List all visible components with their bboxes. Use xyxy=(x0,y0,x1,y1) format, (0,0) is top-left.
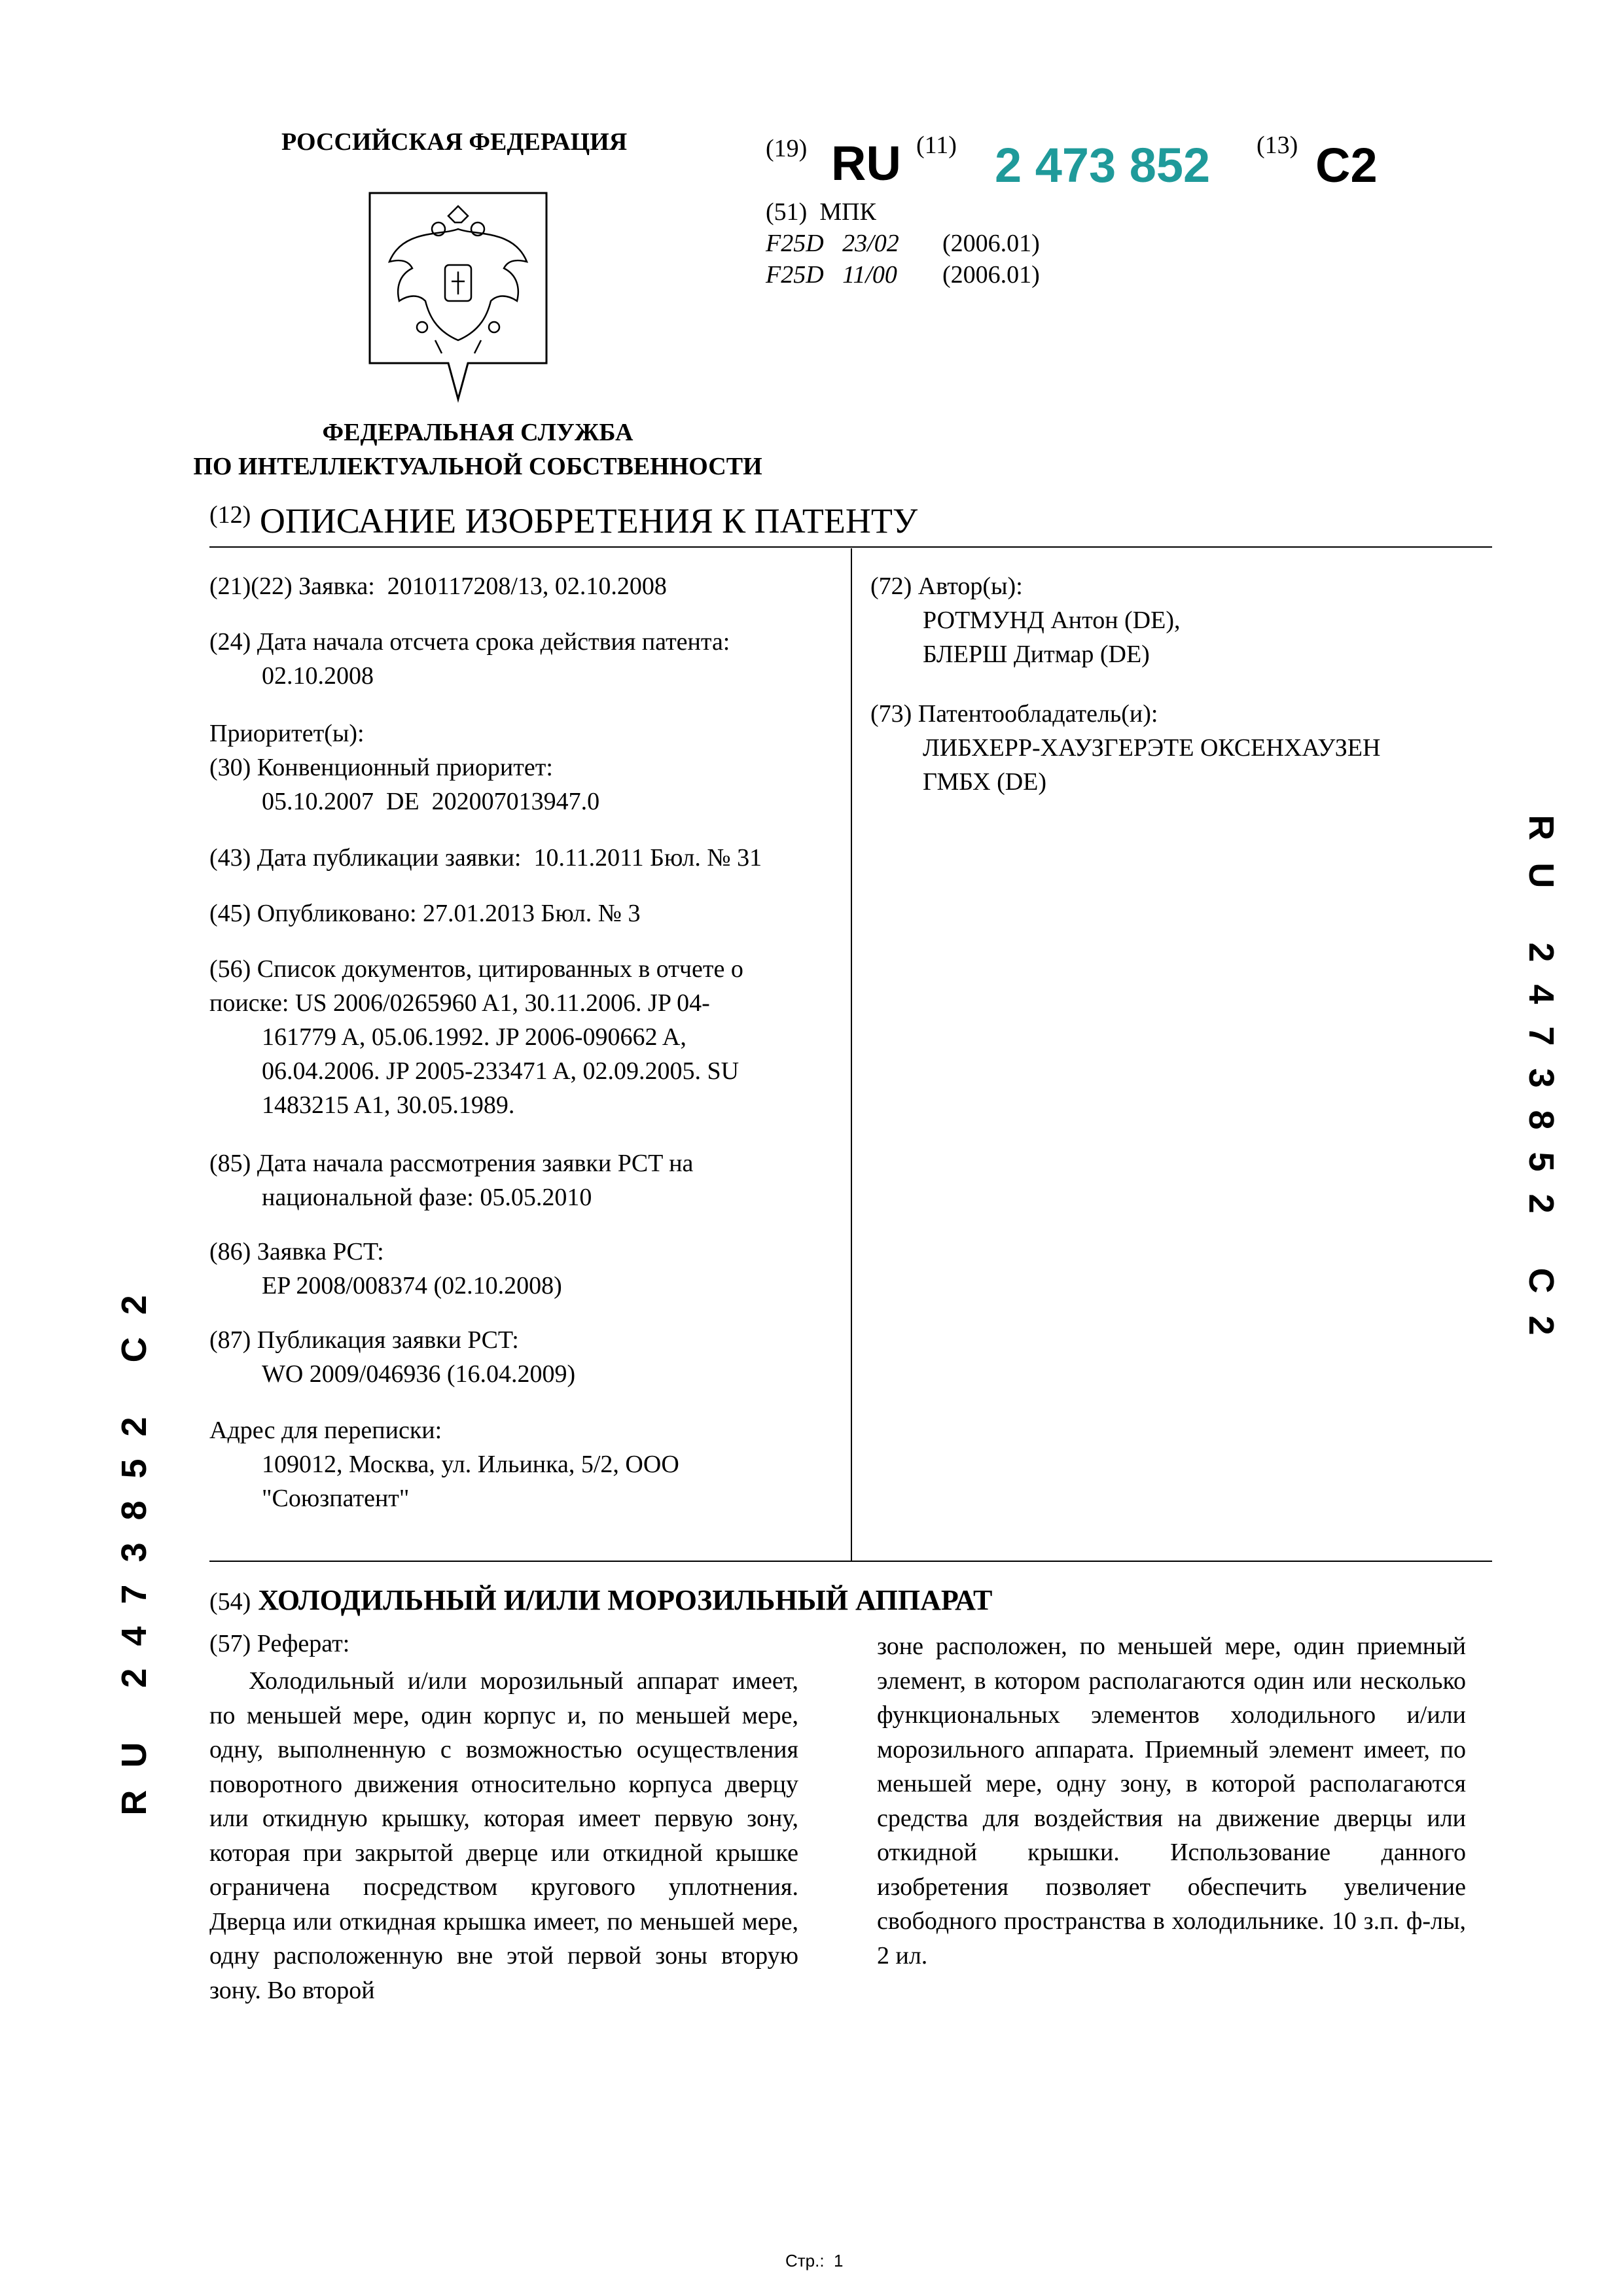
column-divider xyxy=(851,548,852,1561)
field-label: (87) Публикация заявки PCT: xyxy=(209,1326,519,1354)
patent-number: 2 473 852 xyxy=(995,138,1211,192)
field-21-22 xyxy=(209,569,667,603)
ipc-label: МПК xyxy=(819,198,876,226)
code-19: (19) xyxy=(766,135,808,162)
ipc-class: F25D 11/00 xyxy=(766,261,897,289)
field-72 xyxy=(870,569,1181,671)
code-13: (13) xyxy=(1257,132,1298,159)
field-label: (45) Опубликовано: xyxy=(209,900,417,927)
address-line: 109012, Москва, ул. Ильинка, 5/2, ООО xyxy=(262,1451,679,1478)
field-value: 27.01.2013 xyxy=(423,900,535,927)
divider-middle xyxy=(209,1561,1492,1562)
code-54: (54) xyxy=(209,1588,251,1616)
ipc-code: (51) xyxy=(766,198,808,226)
ipc-block xyxy=(766,196,1040,291)
field-value: 10.11.2011 xyxy=(533,844,644,872)
doc-title-text: ОПИСАНИЕ ИЗОБРЕТЕНИЯ К ПАТЕНТУ xyxy=(259,501,918,540)
divider-top xyxy=(209,546,1492,548)
field-label: (24) Дата начала отсчета срока действия патента: xyxy=(209,628,730,656)
field-label: (73) Патентообладатель(и): xyxy=(870,700,1158,728)
field-label: (72) Автор(ы): xyxy=(870,573,1023,600)
side-label-right xyxy=(1505,779,1577,1394)
field-85 xyxy=(209,1146,693,1214)
agency-line-1: ФЕДЕРАЛЬНАЯ СЛУЖБА xyxy=(322,419,633,446)
abstract-label: (57) Реферат: xyxy=(209,1630,350,1657)
field-87 xyxy=(209,1323,575,1391)
country-code: RU xyxy=(831,136,901,190)
ipc-heading xyxy=(766,196,1040,228)
ipc-row xyxy=(766,259,1040,291)
cited-document-line: US 2006/0265960 A1, 30.11.2006. JP 04- xyxy=(294,989,710,1017)
field-label: (85) Дата начала рассмотрения заявки PCT на xyxy=(209,1150,694,1177)
doc-code: (12) xyxy=(209,501,251,529)
bulletin: Бюл. № 3 xyxy=(541,900,641,927)
owner-name: ЛИБХЕРР-ХАУЗГЕРЭТЕ ОКСЕНХАУЗЕН xyxy=(923,734,1381,762)
field-label: (56) Список документов, цитированных в отчете о xyxy=(209,955,743,983)
priority-label: Приоритет(ы): xyxy=(209,720,365,747)
document-title xyxy=(209,501,918,541)
field-label: (21)(22) Заявка: xyxy=(209,573,375,600)
abstract-column-1: Холодильный и/или морозильный аппарат имеет, по меньшей мере, один корпус и, по меньшей мере, одну, выполненную с возможностью осуществления поворотного движения относительно корпуса дверцу или откидную крышку, которая имеет первую зону, которая при закрытой дверце или откидной крышке ограничена посредством кругового уплотнения. Дверца или откидная крышка имеет, по меньшей мере, одну расположенную вне этой первой зоны вторую зону. Во второй xyxy=(209,1667,798,2004)
coat-of-arms-emblem xyxy=(363,190,553,409)
agency-line-2: ПО ИНТЕЛЛЕКТУАЛЬНОЙ СОБСТВЕННОСТИ xyxy=(193,453,762,480)
field-86 xyxy=(209,1235,562,1303)
field-value: 02.10.2008 xyxy=(262,662,374,690)
agency-name xyxy=(190,415,766,484)
ipc-class: F25D 23/02 xyxy=(766,230,899,257)
invention-title-text: ХОЛОДИЛЬНЫЙ И/ИЛИ МОРОЗИЛЬНЫЙ АППАРАТ xyxy=(258,1584,993,1616)
cited-document-line: 161779 A, 05.06.1992. JP 2006-090662 A, xyxy=(262,1023,687,1051)
invention-title xyxy=(209,1583,992,1617)
code-11: (11) xyxy=(916,132,957,159)
field-label: поиске: xyxy=(209,989,289,1017)
ipc-row xyxy=(766,228,1040,259)
field-73 xyxy=(870,697,1380,799)
field-label: (86) Заявка PCT: xyxy=(209,1238,384,1265)
field-label: (43) Дата публикации заявки: xyxy=(209,844,522,872)
field-label: национальной фазе: xyxy=(262,1184,474,1211)
field-label: (30) Конвенционный приоритет: xyxy=(209,754,553,781)
owner-name: ГМБХ (DE) xyxy=(923,768,1047,796)
cited-document-line: 1483215 A1, 30.05.1989. xyxy=(262,1091,515,1119)
abstract-column-2: зоне расположен, по меньшей мере, один приемный элемент, в котором располагаются один или несколько функциональных элементов холодильного и/или морозильного аппарата. Приемный элемент имеет, по меньшей мере, одну зону, в которой располагаются средства для воздействия на движение дверцы или откидной крышки. Использование данного изобретения позволяет обеспечить увеличение свободного пространства в холодильнике. 10 з.п. ф-лы, 2 ил. xyxy=(877,1633,1466,1969)
field-value: EP 2008/008374 (02.10.2008) xyxy=(262,1272,562,1299)
field-value: 2010117208/13, 02.10.2008 xyxy=(387,573,667,600)
country-name: РОССИЙСКАЯ ФЕДЕРАЦИЯ xyxy=(281,128,628,156)
field-value: 05.10.2007 DE 202007013947.0 xyxy=(262,788,600,815)
field-43 xyxy=(209,841,762,875)
bulletin: Бюл. № 31 xyxy=(650,844,762,872)
cited-document-line: 06.04.2006. JP 2005-233471 A, 02.09.2005. SU xyxy=(262,1057,740,1085)
field-56 xyxy=(209,952,743,1122)
side-label-text: RU 2473852 C2 xyxy=(115,1273,154,1816)
address-line: "Союзпатент" xyxy=(262,1485,410,1512)
field-priority xyxy=(209,716,599,819)
author-name: РОТМУНД Антон (DE), xyxy=(923,607,1181,634)
author-name: БЛЕРШ Дитмар (DE) xyxy=(923,641,1150,668)
field-value: 05.05.2010 xyxy=(480,1184,592,1211)
side-label-left xyxy=(98,1217,170,1871)
side-label-text: RU 2473852 C2 xyxy=(1522,815,1561,1358)
field-value: WO 2009/046936 (16.04.2009) xyxy=(262,1360,576,1388)
field-24 xyxy=(209,625,730,693)
field-45 xyxy=(209,896,641,930)
kind-code: C2 xyxy=(1315,138,1378,192)
ipc-version: (2006.01) xyxy=(942,230,1040,257)
page-number: Стр.: 1 xyxy=(785,2251,844,2270)
correspondence-address xyxy=(209,1413,679,1515)
address-label: Адрес для переписки: xyxy=(209,1417,442,1444)
patent-number-line xyxy=(766,128,1584,192)
ipc-version: (2006.01) xyxy=(942,261,1040,289)
